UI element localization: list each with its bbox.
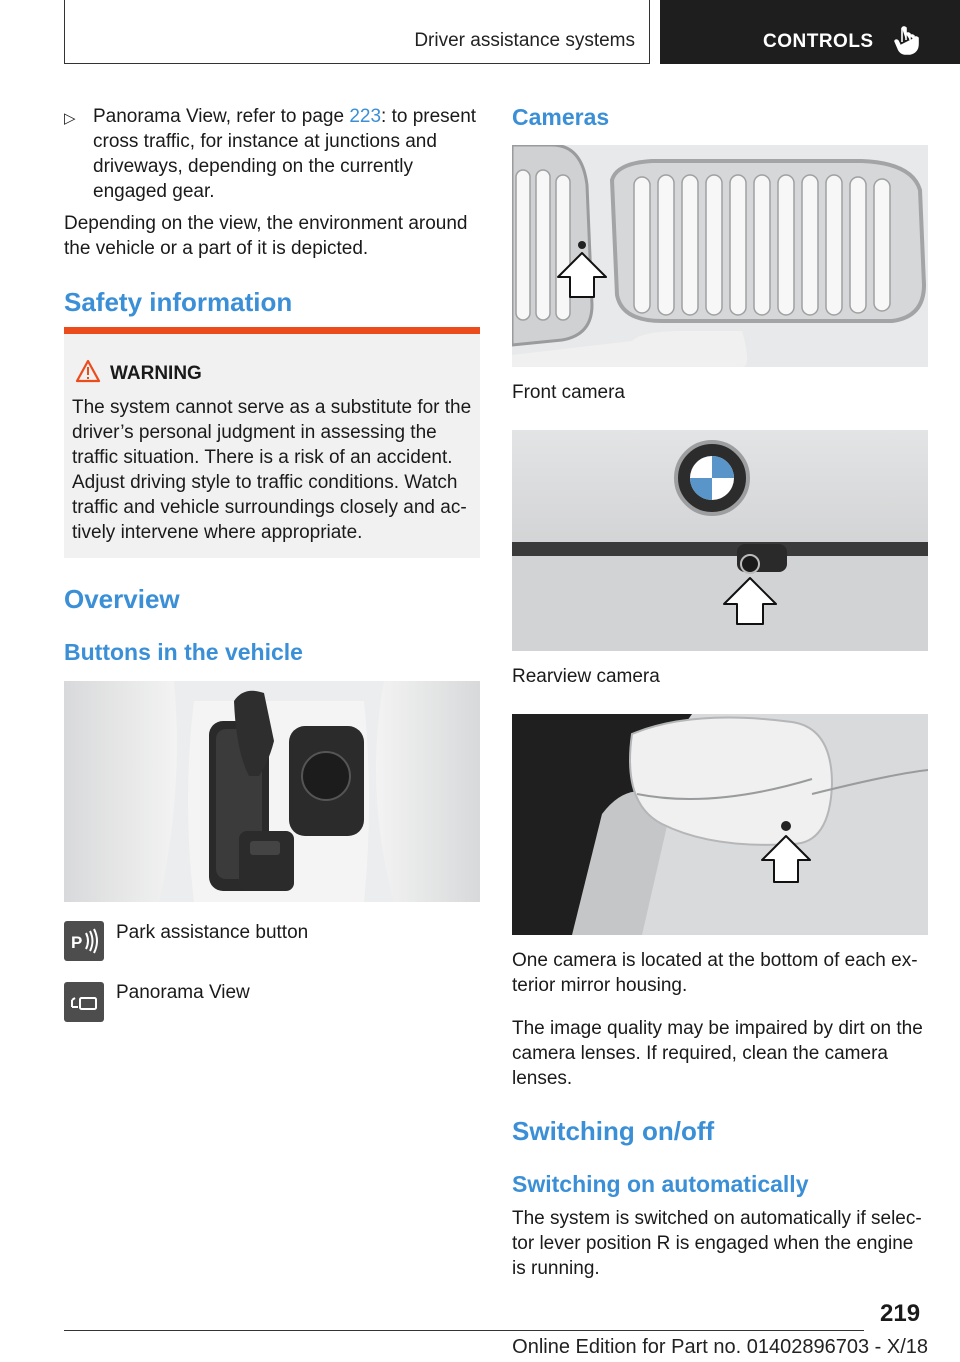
- paragraph-environment: Depending on the view, the environment around the vehicle or a part of it is depicted.: [64, 213, 468, 259]
- heading-switching-on-automatically: Switching on automatically: [512, 1171, 809, 1197]
- heading-safety-information: Safety information: [64, 287, 293, 317]
- bullet-text-before: Panorama View, refer to page: [93, 106, 350, 127]
- bullet-marker: ▷: [64, 110, 76, 127]
- caption-exterior-mirror: One camera is located at the bottom of each ex-terior mirror housing.: [512, 950, 918, 996]
- warning-triangle-icon: [75, 359, 101, 383]
- paragraph-image-quality: The image quality may be impaired by dirt on the camera lenses. If required, clean the camera lenses.: [512, 1018, 923, 1089]
- footer-divider: [64, 1330, 864, 1331]
- page-link-223[interactable]: 223: [349, 106, 382, 127]
- panorama-view-icon: [64, 982, 104, 1022]
- footer-edition: Online Edition for Part no. 01402896703 - X/18: [512, 1336, 928, 1358]
- bullet-item-panorama: [93, 104, 483, 204]
- hand-pointer-icon: [894, 26, 920, 56]
- paragraph-auto-switch-on: The system is switched on automatically if selec-tor lever position R is engaged when the engine is running.: [512, 1208, 922, 1279]
- heading-buttons-in-vehicle: Buttons in the vehicle: [64, 639, 303, 665]
- heading-switching-on-off: Switching on/off: [512, 1116, 715, 1146]
- rearview-camera-image: [512, 430, 928, 651]
- header-chapter-title: CONTROLS: [763, 31, 874, 52]
- warning-box: [64, 327, 480, 558]
- header-section-title: Driver assistance systems: [414, 30, 635, 51]
- heading-overview: Overview: [64, 584, 180, 614]
- warning-title: WARNING: [110, 363, 202, 384]
- park-assist-icon: [64, 921, 104, 961]
- header-section-tab: [64, 0, 650, 64]
- caption-rearview-camera: Rearview camera: [512, 666, 660, 687]
- park-assistance-button-label: Park assistance button: [116, 922, 309, 943]
- heading-cameras: Cameras: [512, 104, 610, 130]
- front-camera-image: [512, 145, 928, 367]
- warning-text: The system cannot serve as a substitute for the driver’s personal judgment in assessing the traffic situation. There is a risk of an accident. Adjust driving style to traffic conditions. Watch traffic and vehicle surroundings closely and ac-tively intervene where appropriate.: [72, 397, 472, 543]
- page-number: 219: [880, 1300, 921, 1327]
- center-console-image: [64, 681, 480, 902]
- caption-front-camera: Front camera: [512, 382, 625, 403]
- exterior-mirror-camera-image: [512, 714, 928, 935]
- svg-text:P: P: [71, 933, 83, 952]
- panorama-view-label: Panorama View: [116, 982, 250, 1003]
- bullet-text-after: : to present cross traffic, for instance at junctions and driveways, depending on the currently engaged gear.: [93, 106, 477, 202]
